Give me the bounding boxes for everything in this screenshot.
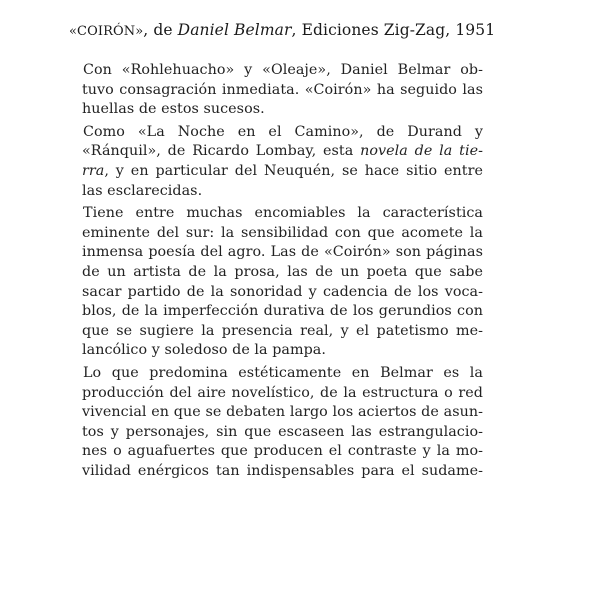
- text-line: blos, de la imperfección durativa de los gerundios con: [82, 303, 483, 320]
- text-line: nes o aguafuertes que producen el contraste y la mo-: [82, 443, 483, 460]
- text-line: que se sugiere la presencia real, y el patetismo me-: [82, 322, 483, 339]
- running-header: [69, 21, 496, 41]
- text-line: inmensa poesía del agro. Las de «Coirón» son páginas: [82, 244, 483, 261]
- text-line: tuvo consagración inmediata. «Coirón» ha seguido las: [82, 81, 483, 98]
- text-line: las esclarecidas.: [82, 182, 203, 199]
- text-line: Como «La Noche en el Camino», de Durand y: [83, 123, 483, 140]
- text-line: eminente del sur: la sensibilidad con que acomete la: [82, 224, 483, 241]
- review-body: [83, 61, 483, 481]
- header-author: Daniel Belmar: [177, 21, 292, 39]
- text-line: huellas de estos sucesos.: [82, 101, 265, 118]
- text-segment: «Ránquil», de Ricardo Lombay, esta: [82, 143, 361, 160]
- text-line: [82, 142, 483, 162]
- italic-segment: rra: [82, 162, 105, 179]
- text-line: de un artista de la prosa, las de un poeta que sabe: [82, 263, 483, 280]
- text-line: Lo que predomina estéticamente en Belmar es la: [83, 364, 483, 381]
- italic-segment: novela de la tie-: [360, 143, 483, 160]
- text-line: sacar partido de la sonoridad y cadencia de los voca-: [82, 283, 483, 300]
- text-line: tos y personajes, sin que escaseen las estrangulacio-: [82, 423, 483, 440]
- text-line: Con «Rohlehuacho» y «Oleaje», Daniel Belmar ob-: [83, 62, 483, 78]
- header-work-title: «COIRÓN»: [69, 24, 144, 39]
- text-line: [82, 162, 483, 182]
- text-line: producción del aire novelístico, de la estructura o red: [82, 384, 483, 401]
- text-line: lancólico y soledoso de la pampa.: [82, 342, 326, 359]
- text-line: Tiene entre muchas encomiables la característica: [83, 205, 483, 222]
- text-segment: , y en particular del Neuquén, se hace sitio entre: [104, 162, 483, 179]
- text-line: vivencial en que se debaten largo los aciertos de asun-: [82, 404, 483, 421]
- header-separator: , de: [143, 21, 178, 39]
- text-line: vilidad enérgicos tan indispensables para el sudame-: [82, 462, 483, 479]
- header-publication: , Ediciones Zig-Zag, 1951: [291, 21, 496, 39]
